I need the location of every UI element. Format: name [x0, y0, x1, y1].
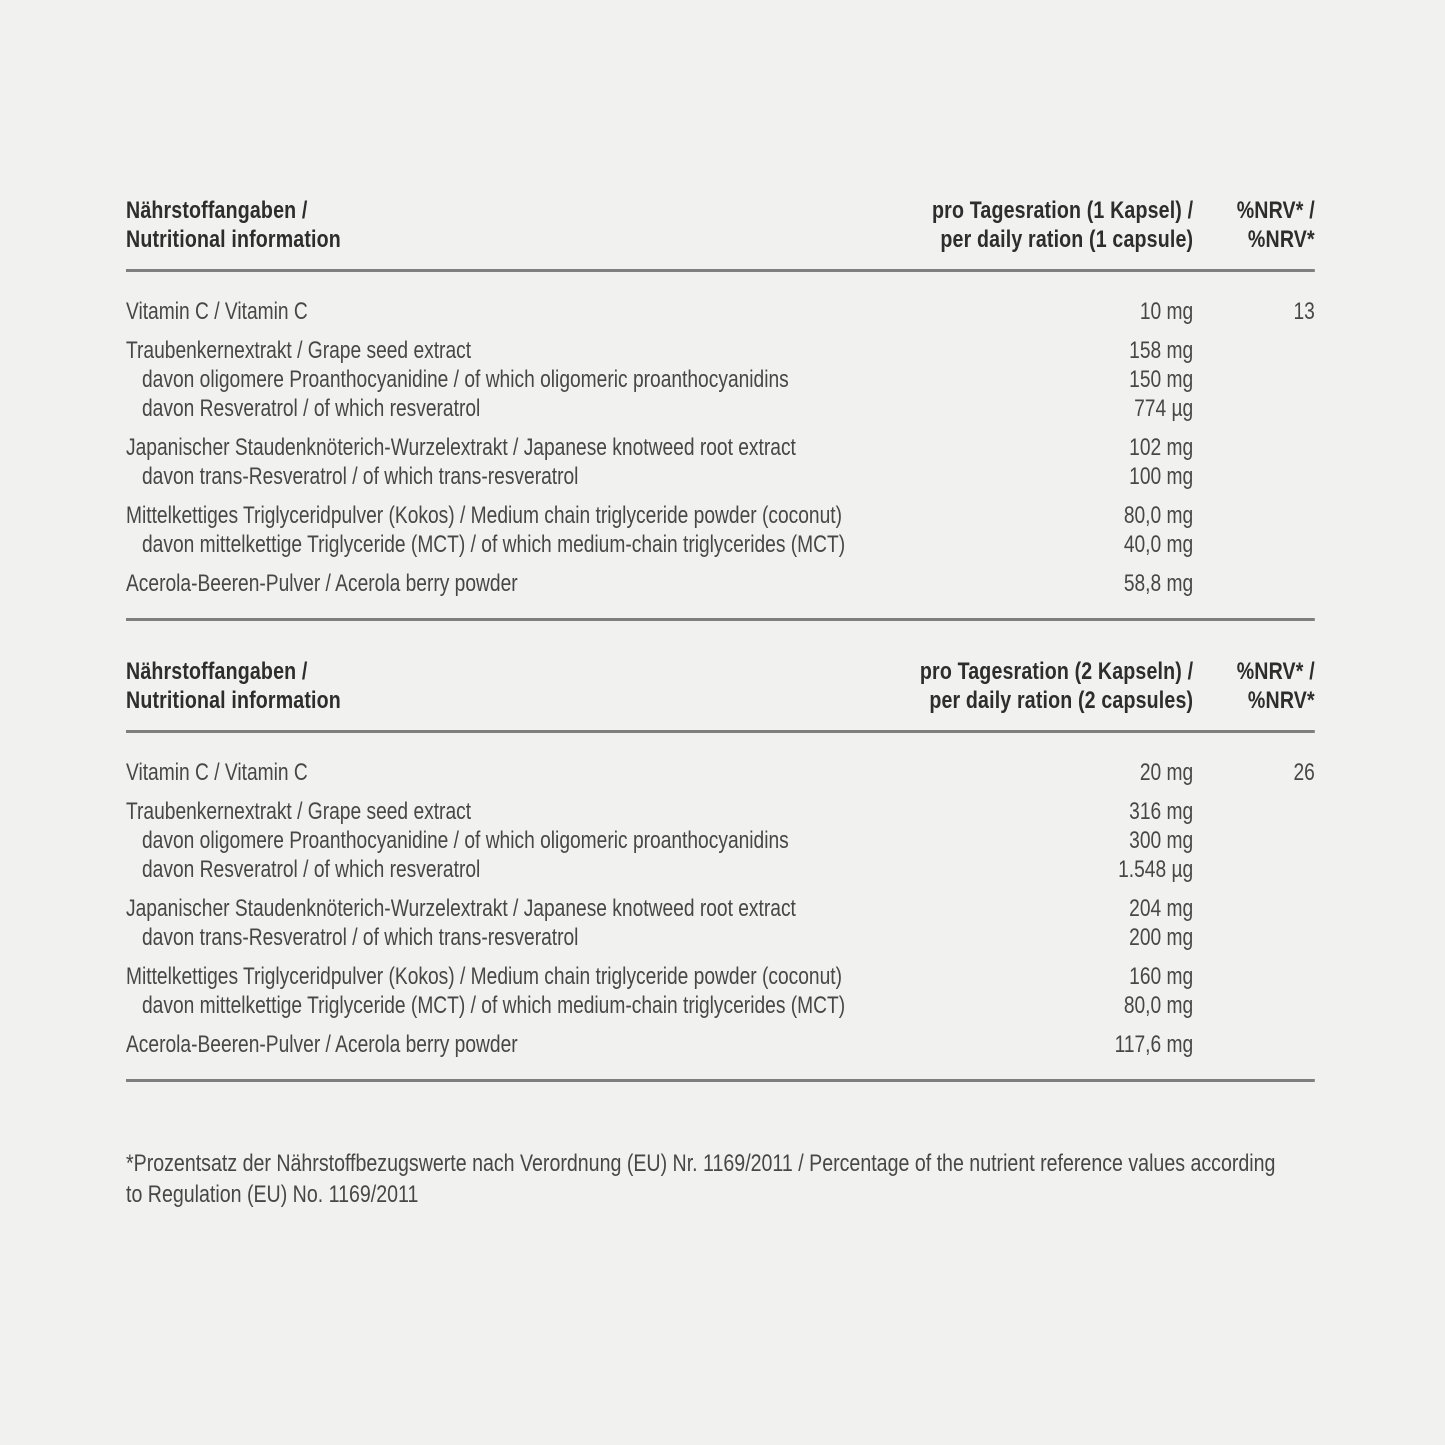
- table-row: [126, 365, 1315, 394]
- row-group: [126, 569, 1315, 598]
- ration-header-en: per daily ration (2 capsules): [929, 687, 1194, 714]
- row-label: davon mittelkettige Triglyceride (MCT) / of which medium-chain triglycerides (MCT): [142, 531, 846, 558]
- header-divider: [126, 730, 1315, 733]
- row-group: [126, 797, 1315, 884]
- row-label: davon oligomere Proanthocyanidine / of which oligomeric proanthocyanidins: [142, 366, 789, 393]
- row-nrv: [1193, 855, 1315, 884]
- table-row: [126, 462, 1315, 491]
- row-label: Vitamin C / Vitamin C: [126, 298, 308, 325]
- table-header: [126, 657, 1315, 715]
- row-label: davon oligomere Proanthocyanidine / of which oligomeric proanthocyanidins: [142, 827, 789, 854]
- nrv-header-de: %NRV* /: [1236, 658, 1315, 685]
- row-value: 160 mg: [1129, 963, 1194, 990]
- table-title: [126, 657, 920, 715]
- table-row: [126, 1030, 1315, 1059]
- table-end-divider: [126, 1079, 1315, 1082]
- row-nrv: [1193, 501, 1315, 530]
- footnote-line-1: *Prozentsatz der Nährstoffbezugswerte nach Verordnung (EU) Nr. 1169/2011 / Percentage of the nutrient reference values according: [126, 1150, 1276, 1177]
- row-nrv: [1193, 394, 1315, 423]
- nrv-header-en: %NRV*: [1247, 226, 1315, 253]
- row-label: davon trans-Resveratrol / of which trans-resveratrol: [142, 924, 579, 951]
- ration-header-de: pro Tagesration (2 Kapseln) /: [919, 658, 1194, 685]
- row-value: 58,8 mg: [1123, 570, 1194, 597]
- row-group: [126, 894, 1315, 952]
- row-value: 158 mg: [1129, 337, 1194, 364]
- table-title-en: Nutritional information: [126, 226, 341, 253]
- row-label: Acerola-Beeren-Pulver / Acerola berry powder: [126, 1031, 518, 1058]
- row-nrv: 13: [1293, 298, 1315, 325]
- row-group: [126, 433, 1315, 491]
- nutrition-table-1-capsule: [126, 196, 1315, 621]
- table-row: [126, 530, 1315, 559]
- nrv-header-de: %NRV* /: [1236, 197, 1315, 224]
- table-row: [126, 923, 1315, 952]
- table-row: [126, 297, 1315, 326]
- table-row: [126, 569, 1315, 598]
- row-value: 300 mg: [1129, 827, 1194, 854]
- nrv-column-header: [1193, 657, 1315, 715]
- ration-header-en: per daily ration (1 capsule): [940, 226, 1194, 253]
- row-nrv: [1193, 923, 1315, 952]
- row-value: 1.548 µg: [1118, 856, 1194, 883]
- row-label: Mittelkettiges Triglyceridpulver (Kokos) / Medium chain triglyceride powder (coconut): [126, 963, 843, 990]
- row-label: davon Resveratrol / of which resveratrol: [142, 856, 481, 883]
- row-value: 40,0 mg: [1123, 531, 1194, 558]
- table-header: [126, 196, 1315, 254]
- row-nrv: [1193, 797, 1315, 826]
- nutrition-table-2-capsules: [126, 657, 1315, 1082]
- row-group: [126, 297, 1315, 326]
- row-label: davon mittelkettige Triglyceride (MCT) / of which medium-chain triglycerides (MCT): [142, 992, 846, 1019]
- table-row: [126, 855, 1315, 884]
- row-group: [126, 758, 1315, 787]
- row-group: [126, 501, 1315, 559]
- row-value: 100 mg: [1129, 463, 1194, 490]
- nrv-column-header: [1193, 196, 1315, 254]
- row-label: Traubenkernextrakt / Grape seed extract: [126, 798, 472, 825]
- table-end-divider: [126, 618, 1315, 621]
- table-row: [126, 797, 1315, 826]
- row-nrv: [1193, 336, 1315, 365]
- ration-column-header: [920, 657, 1193, 715]
- table-title-en: Nutritional information: [126, 687, 341, 714]
- row-value: 102 mg: [1129, 434, 1194, 461]
- row-nrv: [1193, 1030, 1315, 1059]
- table-body: [126, 758, 1315, 1059]
- table-row: [126, 336, 1315, 365]
- footnote: [126, 1148, 1315, 1210]
- row-group: [126, 962, 1315, 1020]
- row-value: 80,0 mg: [1123, 502, 1194, 529]
- row-value: 117,6 mg: [1114, 1031, 1194, 1058]
- label-content: [126, 0, 1315, 1210]
- header-divider: [126, 269, 1315, 272]
- table-row: [126, 394, 1315, 423]
- row-label: Vitamin C / Vitamin C: [126, 759, 308, 786]
- row-label: Acerola-Beeren-Pulver / Acerola berry powder: [126, 570, 518, 597]
- row-nrv: 26: [1293, 759, 1315, 786]
- table-row: [126, 758, 1315, 787]
- row-value: 204 mg: [1129, 895, 1194, 922]
- table-row: [126, 433, 1315, 462]
- row-nrv: [1193, 569, 1315, 598]
- table-row: [126, 501, 1315, 530]
- row-nrv: [1193, 433, 1315, 462]
- table-body: [126, 297, 1315, 598]
- row-nrv: [1193, 991, 1315, 1020]
- row-value: 10 mg: [1139, 298, 1194, 325]
- row-nrv: [1193, 530, 1315, 559]
- ration-column-header: [932, 196, 1193, 254]
- row-group: [126, 336, 1315, 423]
- row-label: Traubenkernextrakt / Grape seed extract: [126, 337, 472, 364]
- row-nrv: [1193, 962, 1315, 991]
- table-row: [126, 894, 1315, 923]
- footnote-line-2: to Regulation (EU) No. 1169/2011: [126, 1181, 419, 1208]
- row-nrv: [1193, 365, 1315, 394]
- table-row: [126, 962, 1315, 991]
- table-row: [126, 991, 1315, 1020]
- ration-header-de: pro Tagesration (1 Kapsel) /: [932, 197, 1194, 224]
- table-title: [126, 196, 932, 254]
- row-value: 200 mg: [1129, 924, 1194, 951]
- row-nrv: [1193, 462, 1315, 491]
- table-title-de: Nährstoffangaben /: [126, 197, 308, 224]
- row-label: Mittelkettiges Triglyceridpulver (Kokos) / Medium chain triglyceride powder (coconut): [126, 502, 843, 529]
- row-value: 150 mg: [1129, 366, 1194, 393]
- table-title-de: Nährstoffangaben /: [126, 658, 308, 685]
- row-value: 774 µg: [1134, 395, 1194, 422]
- row-nrv: [1193, 826, 1315, 855]
- table-row: [126, 826, 1315, 855]
- row-value: 80,0 mg: [1123, 992, 1194, 1019]
- row-nrv: [1193, 894, 1315, 923]
- row-label: Japanischer Staudenknöterich-Wurzelextrakt / Japanese knotweed root extract: [126, 895, 796, 922]
- nrv-header-en: %NRV*: [1247, 687, 1315, 714]
- row-label: davon trans-Resveratrol / of which trans-resveratrol: [142, 463, 579, 490]
- row-label: Japanischer Staudenknöterich-Wurzelextrakt / Japanese knotweed root extract: [126, 434, 796, 461]
- row-group: [126, 1030, 1315, 1059]
- row-label: davon Resveratrol / of which resveratrol: [142, 395, 481, 422]
- row-value: 316 mg: [1129, 798, 1194, 825]
- row-value: 20 mg: [1139, 759, 1194, 786]
